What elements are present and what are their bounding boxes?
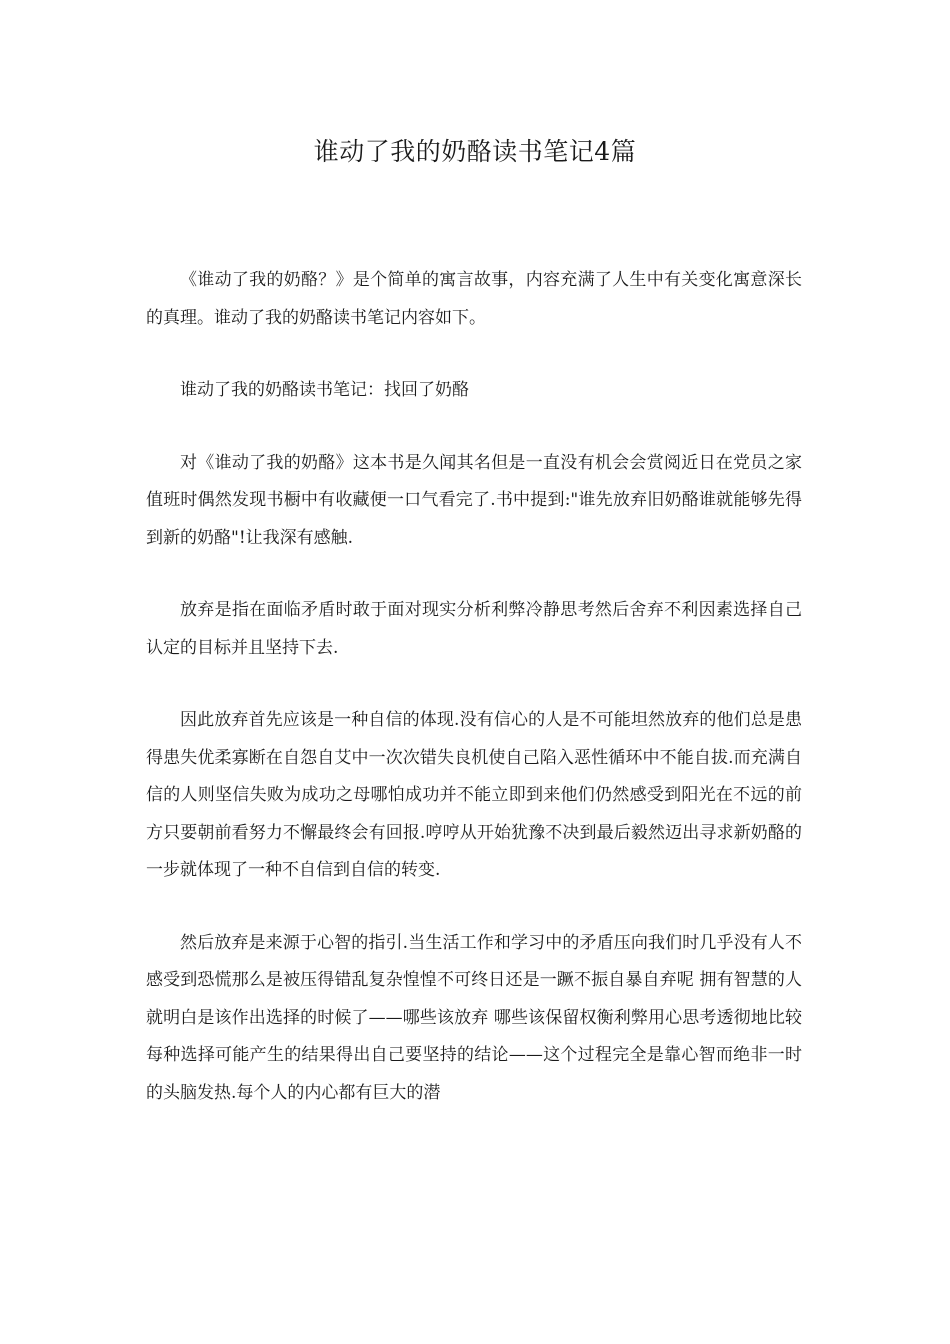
- paragraph-book-intro: 对《谁动了我的奶酪》这本书是久闻其名但是一直没有机会会赏阅近日在党员之家值班时偶然发现书橱中有收藏便一口气看完了.书中提到:"谁先放弃旧奶酪谁就能够先得到新的奶酪"!让我深有感触.: [146, 452, 802, 548]
- document-title: 谁动了我的奶酪读书笔记4篇: [313, 137, 637, 166]
- paragraph-confidence: 因此放弃首先应该是一种自信的体现.没有信心的人是不可能坦然放弃的他们总是患得患失优柔寡断在自怨自艾中一次次错失良机使自己陷入恶性循环中不能自拔.而充满自信的人则坚信失败为成功之母哪怕成功并不能立即到来他们仍然感受到阳光在不远的前方只要朝前看努力不懈最终会有回报.哼哼从开始犹豫不决到最后毅然迈出寻求新奶酪的一步就体现了一种不自信到自信的转变.: [146, 710, 802, 880]
- paragraph-subheading: 谁动了我的奶酪读书笔记：找回了奶酪: [180, 380, 469, 400]
- paragraph-wisdom: 然后放弃是来源于心智的指引.当生活工作和学习中的矛盾压向我们时几乎没有人不感受到恐慌那么是被压得错乱复杂惶惶不可终日还是一蹶不振自暴自弃呢 拥有智慧的人就明白是该作出选择的时候了——哪些该放弃 哪些该保留权衡利弊用心思考透彻地比较每种选择可能产生的结果得出自己要坚持的结论——这个过程完全是靠心智而绝非一时的头脑发热.每个人的内心都有巨大的潜: [146, 932, 802, 1103]
- document-body: [146, 262, 802, 1147]
- paragraph-intro: 《谁动了我的奶酪？》是个简单的寓言故事，内容充满了人生中有关变化寓意深长的真理。谁动了我的奶酪读书笔记内容如下。: [146, 270, 802, 328]
- paragraph-definition: 放弃是指在面临矛盾时敢于面对现实分析利弊冷静思考然后舍弃不利因素选择自己认定的目标并且坚持下去.: [146, 600, 802, 658]
